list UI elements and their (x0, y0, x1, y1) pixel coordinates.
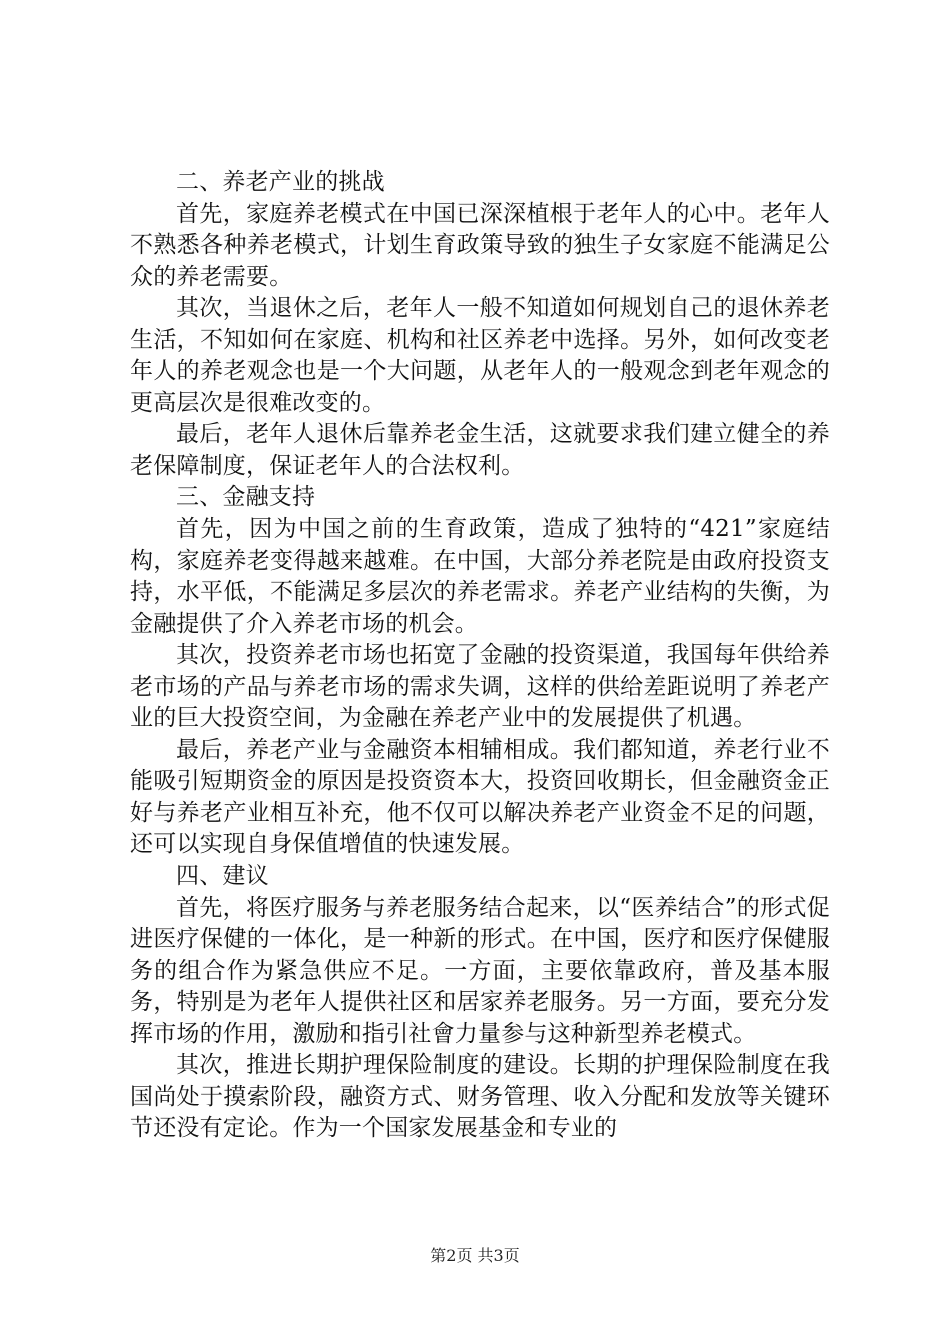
section-heading-suggestions: 四、建议 (176, 863, 269, 890)
paragraph: 其次，推进长期护理保险制度的建设。长期的护理保险制度在我国尚处于摸索阶段，融资方式、财务管理、收入分配和发放等关键环节还没有定论。作为一个国家发展基金和专业的 (130, 1052, 830, 1142)
paragraph: 其次，当退休之后，老年人一般不知道如何规划自己的退休养老生活，不知如何在家庭、机构和社区养老中选择。另外，如何改变老年人的养老观念也是一个大问题，从老年人的一般观念到老年观念的更高层次是很难改变的。 (130, 295, 830, 416)
paragraph: 最后，老年人退休后靠养老金生活，这就要求我们建立健全的养老保障制度，保证老年人的合法权利。 (130, 421, 830, 479)
page-number-footer: 第2页 共3页 (430, 1246, 520, 1265)
section-heading-challenges: 二、养老产业的挑战 (176, 169, 385, 195)
paragraph: 首先，因为中国之前的生育政策，造成了独特的“421”家庭结构，家庭养老变得越来越难。在中国，大部分养老院是由政府投资支持，水平低，不能满足多层次的养老需求。养老产业结构的失衡，为金融提供了介入养老市场的机会。 (130, 516, 830, 637)
paragraph: 首先，家庭养老模式在中国已深深植根于老年人的心中。老年人不熟悉各种养老模式，计划生育政策导致的独生子女家庭不能满足公众的养老需要。 (130, 200, 830, 290)
paragraph: 其次，投资养老市场也拓宽了金融的投资渠道，我国每年供给养老市场的产品与养老市场的需求失调，这样的供给差距说明了养老产业的巨大投资空间，为金融在养老产业中的发展提供了机遇。 (130, 642, 830, 732)
paragraph: 首先，将医疗服务与养老服务结合起来，以“医养结合”的形式促进医疗保健的一体化，是一种新的形式。在中国，医疗和医疗保健服务的组合作为紧急供应不足。一方面，主要依靠政府，普及基本服务，特别是为老年人提供社区和居家养老服务。另一方面，要充分发挥市场的作用，激励和指引社會力量参与这种新型养老模式。 (130, 894, 830, 1047)
document-body (130, 167, 830, 1145)
paragraph: 最后，养老产业与金融资本相辅相成。我们都知道，养老行业不能吸引短期资金的原因是投资资本大，投资回收期长，但金融资金正好与养老产业相互补充，他不仅可以解决养老产业资金不足的问题，还可以实现自身保值增值的快速发展。 (130, 736, 830, 858)
section-heading-financial-support: 三、金融支持 (176, 484, 316, 511)
